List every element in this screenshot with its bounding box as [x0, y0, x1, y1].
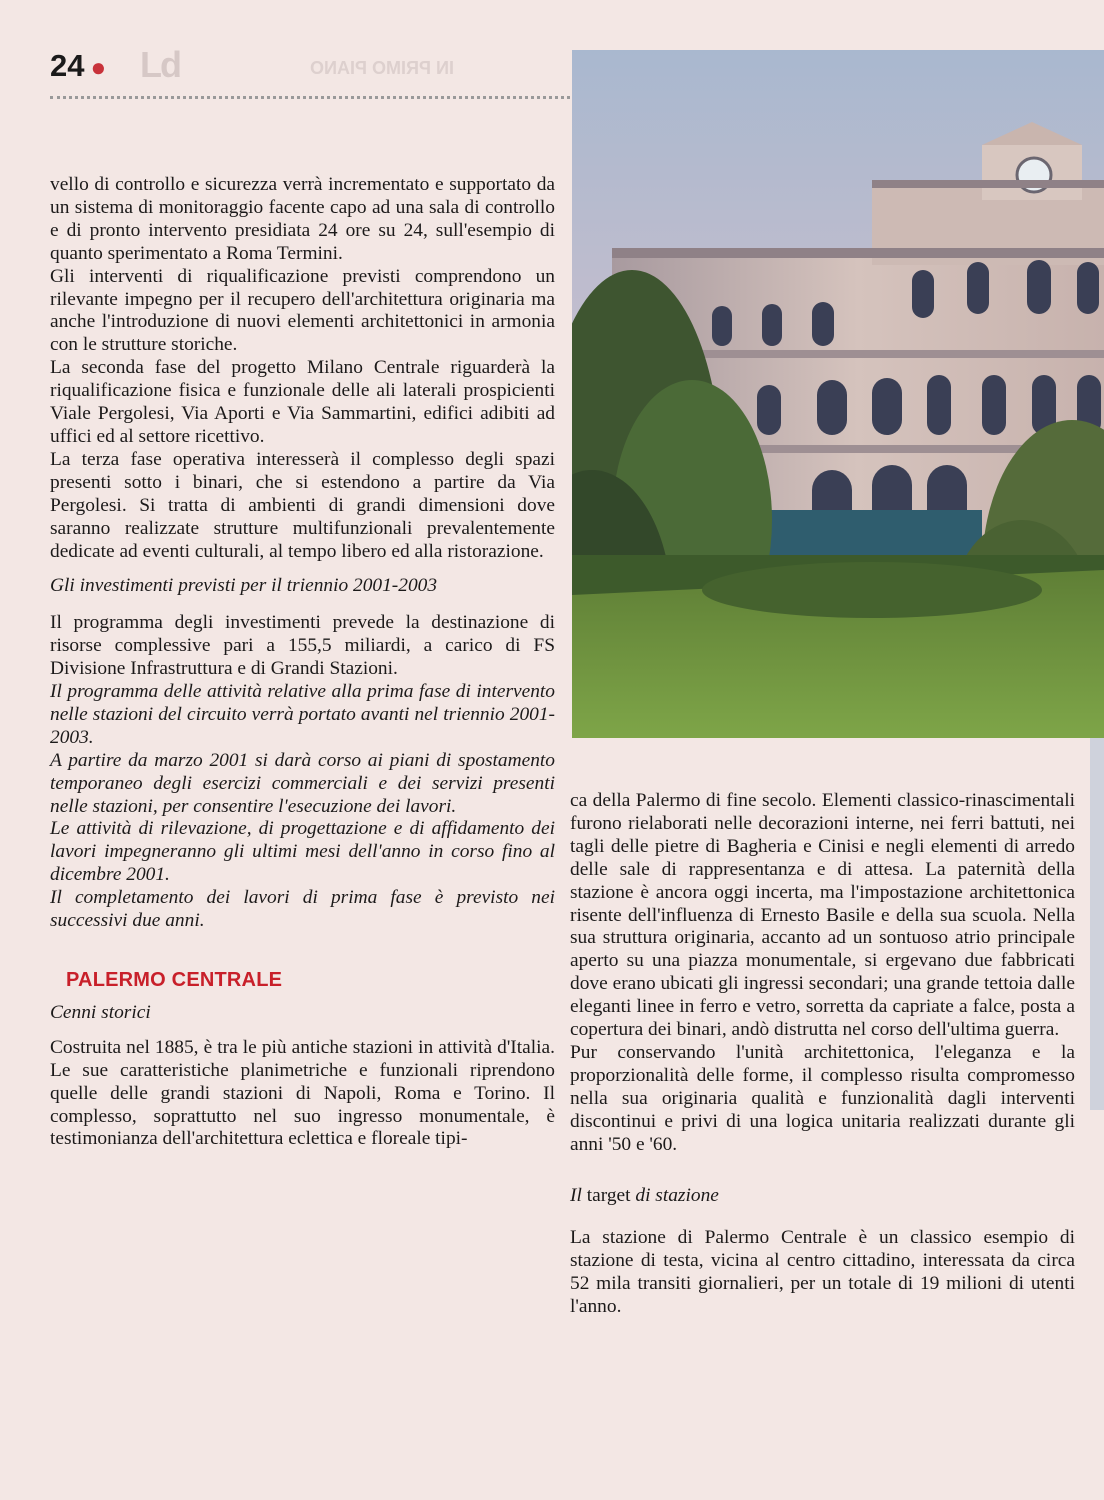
- paragraph: Costruita nel 1885, è tra le più antiche stazioni in attività d'Italia. Le sue caratteristiche planimetriche e funzionali riprendono quelle delle grandi stazioni di Napoli, Roma e Torino. Il complesso, soprattutto nel suo ingresso monumentale, è testimonianza dell'architettura eclettica e floreale tipi-: [50, 1036, 555, 1150]
- subheading-target: Il target di stazione: [570, 1184, 719, 1206]
- italic-paragraph: Il completamento dei lavori di prima fase è previsto nei successivi due anni.: [50, 887, 555, 932]
- italic-paragraph: Il programma delle attività relative alla prima fase di intervento nelle stazioni del circuito verrà portato avanti nel triennio 2001-2003.: [50, 681, 555, 748]
- paragraph: Gli interventi di riqualificazione previsti comprendono un rilevante impegno per il recupero dell'architettura originaria ma anche l'introduzione di nuovi elementi architettonici in armonia con le strutture storiche.: [50, 265, 555, 356]
- paragraph: Il programma degli investimenti prevede la destinazione di risorse complessive pari a 155,5 miliardi, a carico di FS Divisione Infrastruttura e di Grandi Stazioni.: [50, 612, 555, 680]
- text-column-right: [570, 790, 1075, 1319]
- magazine-logo: Ld: [140, 44, 180, 85]
- palermo-station-photo: [572, 50, 1104, 738]
- paragraph: La seconda fase del progetto Milano Centrale riguarderà la riqualificazione fisica e funzionale delle ali laterali prospicienti Viale Pergolesi, Via Aporti e Via Sammartini, edifici adibiti ad uffici ed al settore ricettivo.: [50, 357, 555, 447]
- text-column-left: [50, 174, 555, 1151]
- section-title-palermo: PALERMO CENTRALE: [66, 969, 283, 991]
- subheading-investimenti: Gli investimenti previsti per il triennio 2001-2003: [50, 575, 438, 597]
- show-through-strip: [1090, 738, 1104, 1110]
- italic-paragraph: A partire da marzo 2001 si darà corso ai piani di spostamento temporaneo degli esercizi commerciali e dei servizi presenti nelle stazioni, per consentire l'esecuzione dei lavori.: [50, 749, 555, 817]
- paragraph: La stazione di Palermo Centrale è un classico esempio di stazione di testa, vicina al centro cittadino, interessata da circa 52 mila transiti giornalieri, per un totale di 19 milioni di utenti l'anno.: [570, 1227, 1075, 1318]
- show-through-header: IN PRIMO PIANO: [310, 58, 455, 78]
- bullet-dot-icon: ●: [90, 52, 107, 82]
- paragraph: vello di controllo e sicurezza verrà incrementato e supportato da un sistema di monitoraggio facente capo ad una sala di controllo e di pronto intervento presidiata 24 ore su 24, sull'esempio di quanto sperimentato a Roma Termini.: [50, 174, 555, 264]
- paragraph: Pur conservando l'unità architettonica, l'eleganza e la proporzionalità delle forme, il complesso risulta compromesso nella sua originaria qualità e funzionalità dagli interventi discontinui e privi di una logica unitaria realizzati durante gli anni '50 e '60.: [570, 1041, 1075, 1155]
- italic-paragraph: Le attività di rilevazione, di progettazione e di affidamento dei lavori impegneranno gli ultimi mesi dell'anno in corso fino al dicembre 2001.: [50, 818, 555, 886]
- paragraph: La terza fase operativa interesserà il complesso degli spazi presenti sotto i binari, che si estendono a partire da Via Pergolesi. Si tratta di ambienti di grandi dimensioni dove saranno realizzate strutture multifunzionali prevalentemente dedicate ad eventi culturali, al tempo libero ed alla ristorazione.: [50, 448, 555, 562]
- paragraph: ca della Palermo di fine secolo. Elementi classico-rinascimentali furono rielaborati nelle decorazioni interne, nei ferri battuti, nei tagli delle pietre di Bagheria e Cinisi e negli elementi di arredo delle sale di rappresentanza e di attesa. La paternità della stazione è ancora oggi incerta, ma l'impostazione architettonica risente dell'influenza di Ernesto Basile e della sua scuola. Nella sua struttura originaria, accanto ad un sontuoso atrio principale aperto su una piazza monumentale, si ergevano due fabbricati dove erano ubicati gli ingressi secondari; una grande tettoia dalle eleganti linee in ferro e vetro, sorretta da capriate a falce, posta a copertura dei binari, andò distrutta nel corso dell'ultima guerra.: [570, 790, 1075, 1041]
- page-number: 24 ●: [50, 48, 107, 83]
- header-dotted-rule: [50, 96, 570, 99]
- subheading-cenni-storici: Cenni storici: [50, 1001, 151, 1023]
